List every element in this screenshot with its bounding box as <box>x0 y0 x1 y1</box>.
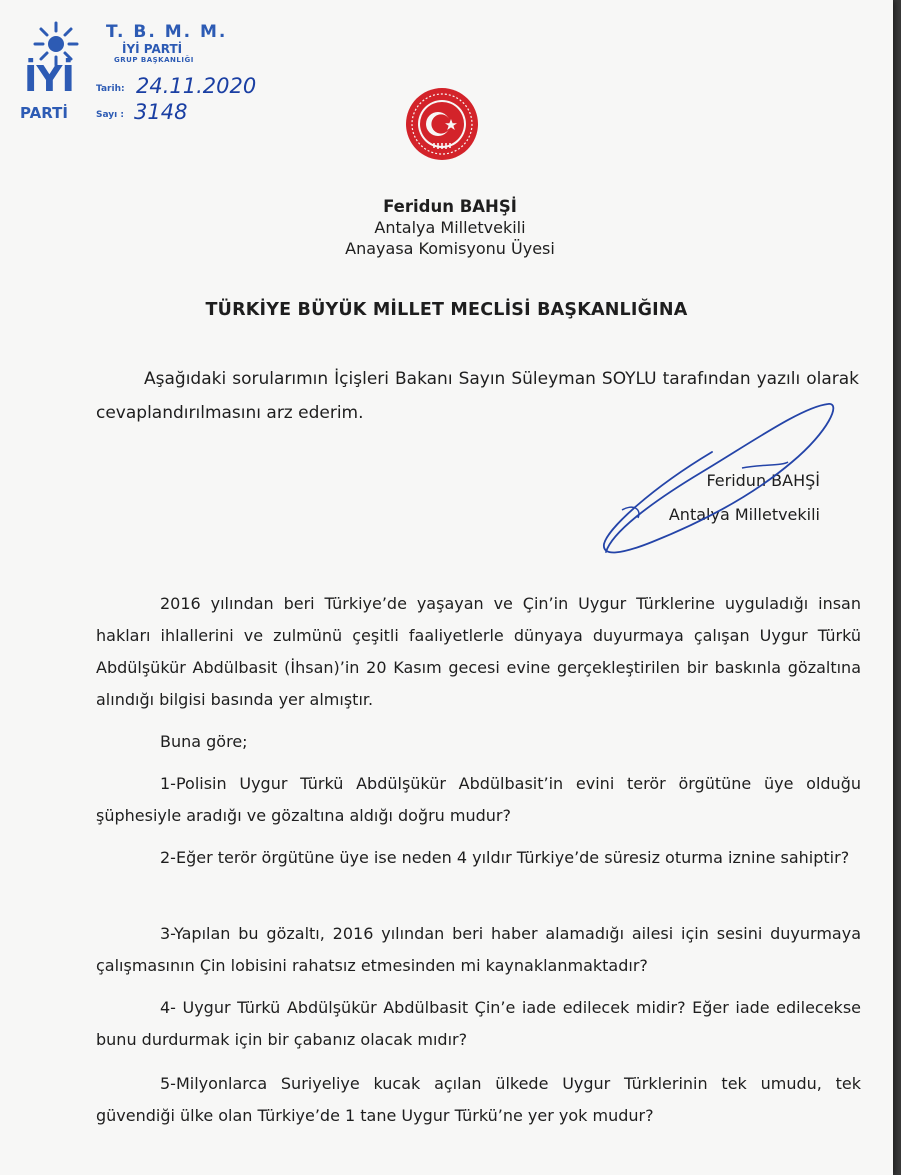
stamp-number-value: 3148 <box>134 100 188 124</box>
stamp-number-label: Sayı : <box>96 110 124 120</box>
parliament-emblem-icon <box>404 86 480 162</box>
stamp-date-value: 24.11.2020 <box>136 74 257 98</box>
sender-header <box>300 196 600 259</box>
signature-name: Feridun BAHŞİ <box>706 471 820 490</box>
question-item: 3-Yapılan bu gözaltı, 2016 yılından beri haber alamadığı ailesi için sesini duyurmaya çalışmasının Çin lobisini rahatsız etmesinden mi kaynaklanmaktadır? <box>96 924 861 975</box>
intro-paragraph: Aşağıdaki sorularımın İçişleri Bakanı Sayın Süleyman SOYLU tarafından yazılı olarak cevaplandırılmasını arz ederim. <box>96 369 859 423</box>
sender-committee: Anayasa Komisyonu Üyesi <box>345 239 555 258</box>
stamp-group: GRUP BAŞKANLIĞI <box>114 56 194 64</box>
handwritten-signature-icon <box>592 392 842 562</box>
question-item: 1-Polisin Uygur Türkü Abdülşükür Abdülbasit’in evini terör örgütüne üye olduğu şüphesiyle aradığı ve gözaltına aldığı doğru mudur? <box>96 774 861 825</box>
context-paragraph: 2016 yılından beri Türkiye’de yaşayan ve Çin’in Uygur Türklerine uyguladığı insan hakları ihlallerini ve zulmünü çeşitli faaliyetlerle dünyaya duyurmaya çalışan Uygur Türkü Abdülşükür Abdülbasit (İhsan)’in 20 Kasım gecesi evine gerçekleştirilen bir baskınla gözaltına alındığı bilgisi basında yer almıştır. <box>96 594 861 709</box>
stamp-title: T. B. M. M. <box>106 22 228 42</box>
question-item: 5-Milyonlarca Suriyeliye kucak açılan ülkede Uygur Türklerinin tek umudu, tek güvendiği ülke olan Türkiye’de 1 tane Uygur Türkü’ne yer yok mudur? <box>96 1074 861 1125</box>
signature-role: Antalya Milletvekili <box>668 505 820 524</box>
sender-role: Antalya Milletvekili <box>374 218 526 237</box>
party-logo-text: İYİ <box>24 59 74 100</box>
sender-name: Feridun BAHŞİ <box>383 197 517 216</box>
questions-lead: Buna göre; <box>160 732 248 751</box>
registry-stamp <box>18 20 257 130</box>
addressee-title: TÜRKİYE BÜYÜK MİLLET MECLİSİ BAŞKANLIĞINA <box>205 300 688 320</box>
question-item: 4- Uygur Türkü Abdülşükür Abdülbasit Çin’e iade edilecek midir? Eğer iade edilecekse bunu durdurmak için bir çabanız olacak mıdır? <box>96 998 861 1049</box>
party-logo-subtext: PARTİ <box>20 104 68 122</box>
stamp-party: İYİ PARTİ <box>122 42 183 56</box>
stamp-date-label: Tarih: <box>96 84 125 94</box>
question-item: 2-Eğer terör örgütüne üye ise neden 4 yıldır Türkiye’de süresiz oturma iznine sahiptir? <box>160 848 850 867</box>
